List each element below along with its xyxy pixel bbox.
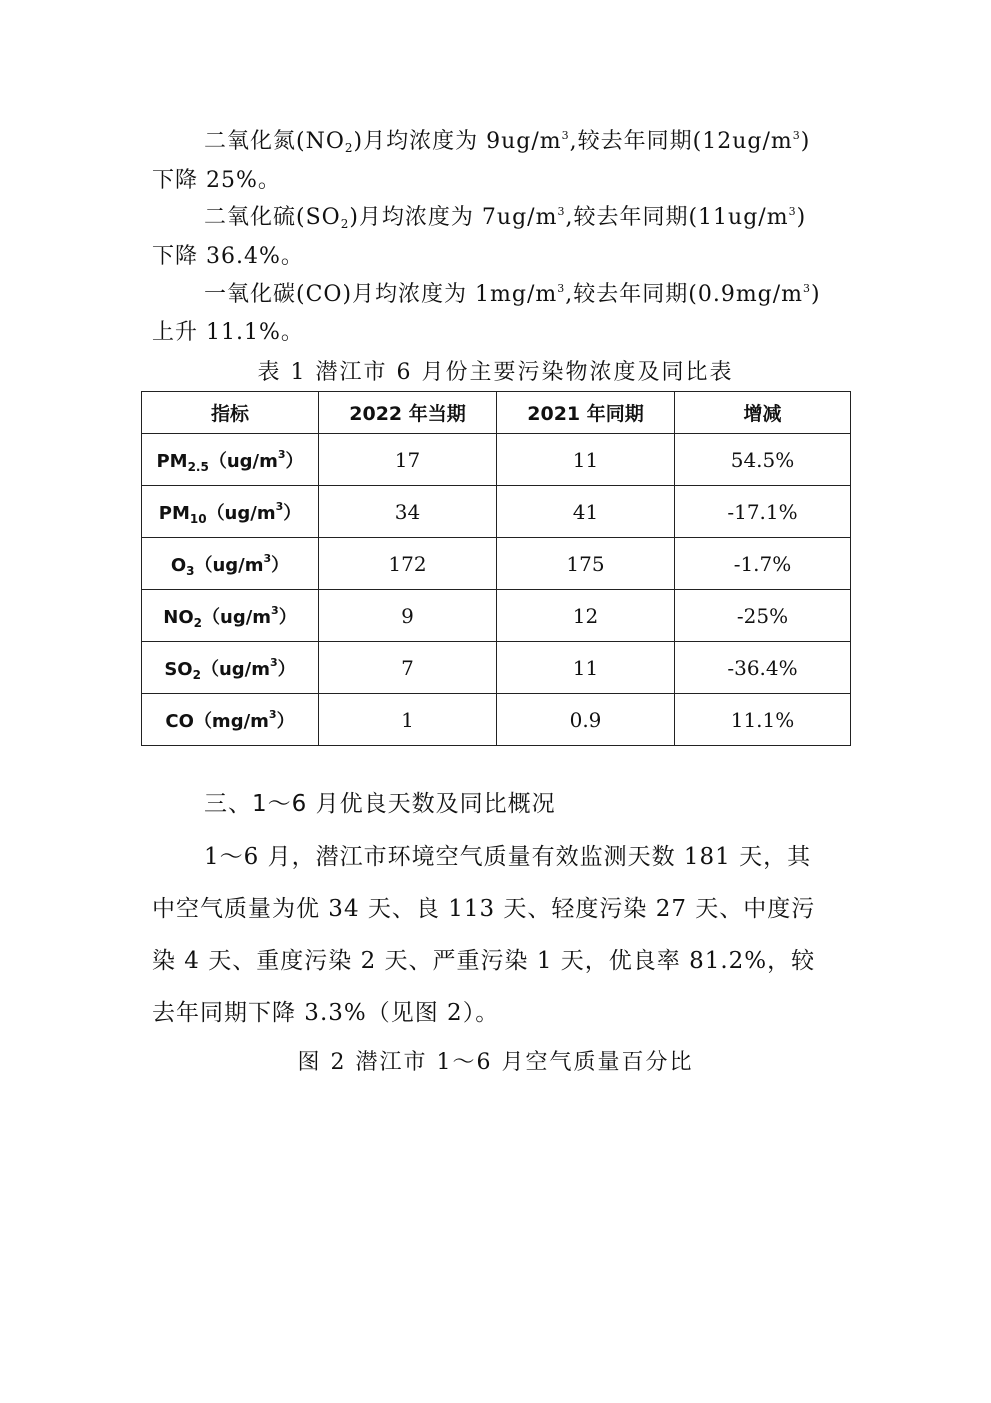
pollutant-table: [141, 391, 851, 746]
summary-paragraph: [152, 831, 852, 1039]
table-caption: 表 1 潜江市 6 月份主要污染物浓度及同比表: [257, 360, 734, 385]
superscript: 3: [270, 655, 278, 669]
text: ): [796, 205, 807, 230]
text: （ug/m: [202, 606, 272, 628]
text: PM: [156, 450, 188, 472]
subscript: 2: [344, 141, 354, 155]
current-cell: 9: [319, 590, 497, 642]
so2-paragraph-line2: 下降 36.4%。: [152, 244, 304, 269]
text: ,较去年同期(0.9mg/m: [565, 282, 804, 307]
table-row: [142, 694, 851, 746]
previous-cell: 11: [497, 434, 675, 486]
text: )月均浓度为 9ug/m: [353, 129, 562, 154]
text: ): [811, 282, 821, 307]
superscript: 3: [803, 282, 812, 295]
superscript: 3: [792, 129, 801, 142]
table-row: [142, 642, 851, 694]
text: ,较去年同期(12ug/m: [569, 129, 793, 154]
previous-cell: 41: [497, 486, 675, 538]
text: PM: [158, 502, 190, 524]
co-paragraph-line1: [204, 280, 904, 310]
superscript: 3: [268, 707, 277, 721]
paragraph-line: 1～6 月，潜江市环境空气质量有效监测天数 181 天，其: [204, 844, 812, 870]
table-header-row: [142, 392, 851, 434]
superscript: 3: [277, 447, 286, 461]
text: CO: [165, 710, 194, 732]
subscript: 3: [186, 563, 195, 578]
text: （ug/m: [206, 502, 276, 524]
header-indicator: 指标: [142, 392, 319, 434]
indicator-cell: [142, 538, 319, 590]
text: ）: [271, 554, 290, 576]
superscript: 3: [263, 551, 272, 565]
indicator-cell: [142, 694, 319, 746]
text: ,较去年同期(11ug/m: [565, 205, 789, 230]
header-change: 增减: [675, 392, 851, 434]
previous-cell: 11: [497, 642, 675, 694]
text: )月均浓度为 7ug/m: [349, 205, 558, 230]
text: O: [170, 554, 187, 576]
superscript: 3: [271, 603, 279, 617]
text: 二氧化硫(SO: [204, 205, 341, 230]
superscript: 3: [788, 205, 797, 218]
superscript: 3: [275, 499, 284, 513]
no2-paragraph-line2: 下降 25%。: [152, 168, 281, 193]
text: 一氧化碳(CO)月均浓度为 1mg/m: [204, 282, 558, 307]
section-heading: 三、1～6 月优良天数及同比概况: [204, 791, 556, 817]
text: ）: [285, 450, 304, 472]
current-cell: 34: [319, 486, 497, 538]
paragraph-line: 去年同期下降 3.3%（见图 2）。: [152, 1000, 500, 1026]
indicator-cell: [142, 642, 319, 694]
change-cell: -17.1%: [675, 486, 851, 538]
figure-caption: 图 2 潜江市 1～6 月空气质量百分比: [297, 1050, 694, 1075]
text: （ug/m: [208, 450, 278, 472]
text: （ug/m: [200, 658, 270, 680]
text: NO: [163, 606, 194, 628]
text: SO: [164, 658, 193, 680]
co-paragraph-line2: 上升 11.1%。: [152, 320, 304, 345]
current-cell: 7: [319, 642, 497, 694]
table-row: [142, 538, 851, 590]
so2-paragraph-line1: [204, 203, 904, 233]
superscript: 3: [557, 205, 566, 218]
change-cell: -25%: [675, 590, 851, 642]
subscript: 2: [340, 217, 350, 231]
text: 二氧化氮(NO: [204, 129, 345, 154]
text: ): [800, 129, 811, 154]
current-cell: 172: [319, 538, 497, 590]
text: ）: [278, 606, 297, 628]
change-cell: -36.4%: [675, 642, 851, 694]
table-row: [142, 590, 851, 642]
indicator-cell: [142, 434, 319, 486]
text: ）: [283, 502, 302, 524]
text: （ug/m: [194, 554, 264, 576]
superscript: 3: [557, 282, 566, 295]
indicator-cell: [142, 590, 319, 642]
table-row: [142, 486, 851, 538]
previous-cell: 175: [497, 538, 675, 590]
no2-paragraph-line1: [204, 127, 904, 157]
header-2021: 2021 年同期: [497, 392, 675, 434]
table-row: [142, 434, 851, 486]
header-2022: 2022 年当期: [319, 392, 497, 434]
text: （mg/m: [193, 710, 269, 732]
subscript: 10: [189, 511, 207, 526]
change-cell: -1.7%: [675, 538, 851, 590]
paragraph-line: 中空气质量为优 34 天、良 113 天、轻度污染 27 天、中度污: [152, 896, 816, 922]
indicator-cell: [142, 486, 319, 538]
change-cell: 11.1%: [675, 694, 851, 746]
text: ）: [277, 658, 296, 680]
previous-cell: 12: [497, 590, 675, 642]
subscript: 2.5: [187, 459, 209, 474]
subscript: 2: [193, 615, 203, 630]
change-cell: 54.5%: [675, 434, 851, 486]
current-cell: 17: [319, 434, 497, 486]
paragraph-line: 染 4 天、重度污染 2 天、严重污染 1 天，优良率 81.2%，较: [152, 948, 816, 974]
current-cell: 1: [319, 694, 497, 746]
text: ）: [276, 710, 295, 732]
superscript: 3: [561, 129, 570, 142]
subscript: 2: [192, 667, 201, 682]
previous-cell: 0.9: [497, 694, 675, 746]
